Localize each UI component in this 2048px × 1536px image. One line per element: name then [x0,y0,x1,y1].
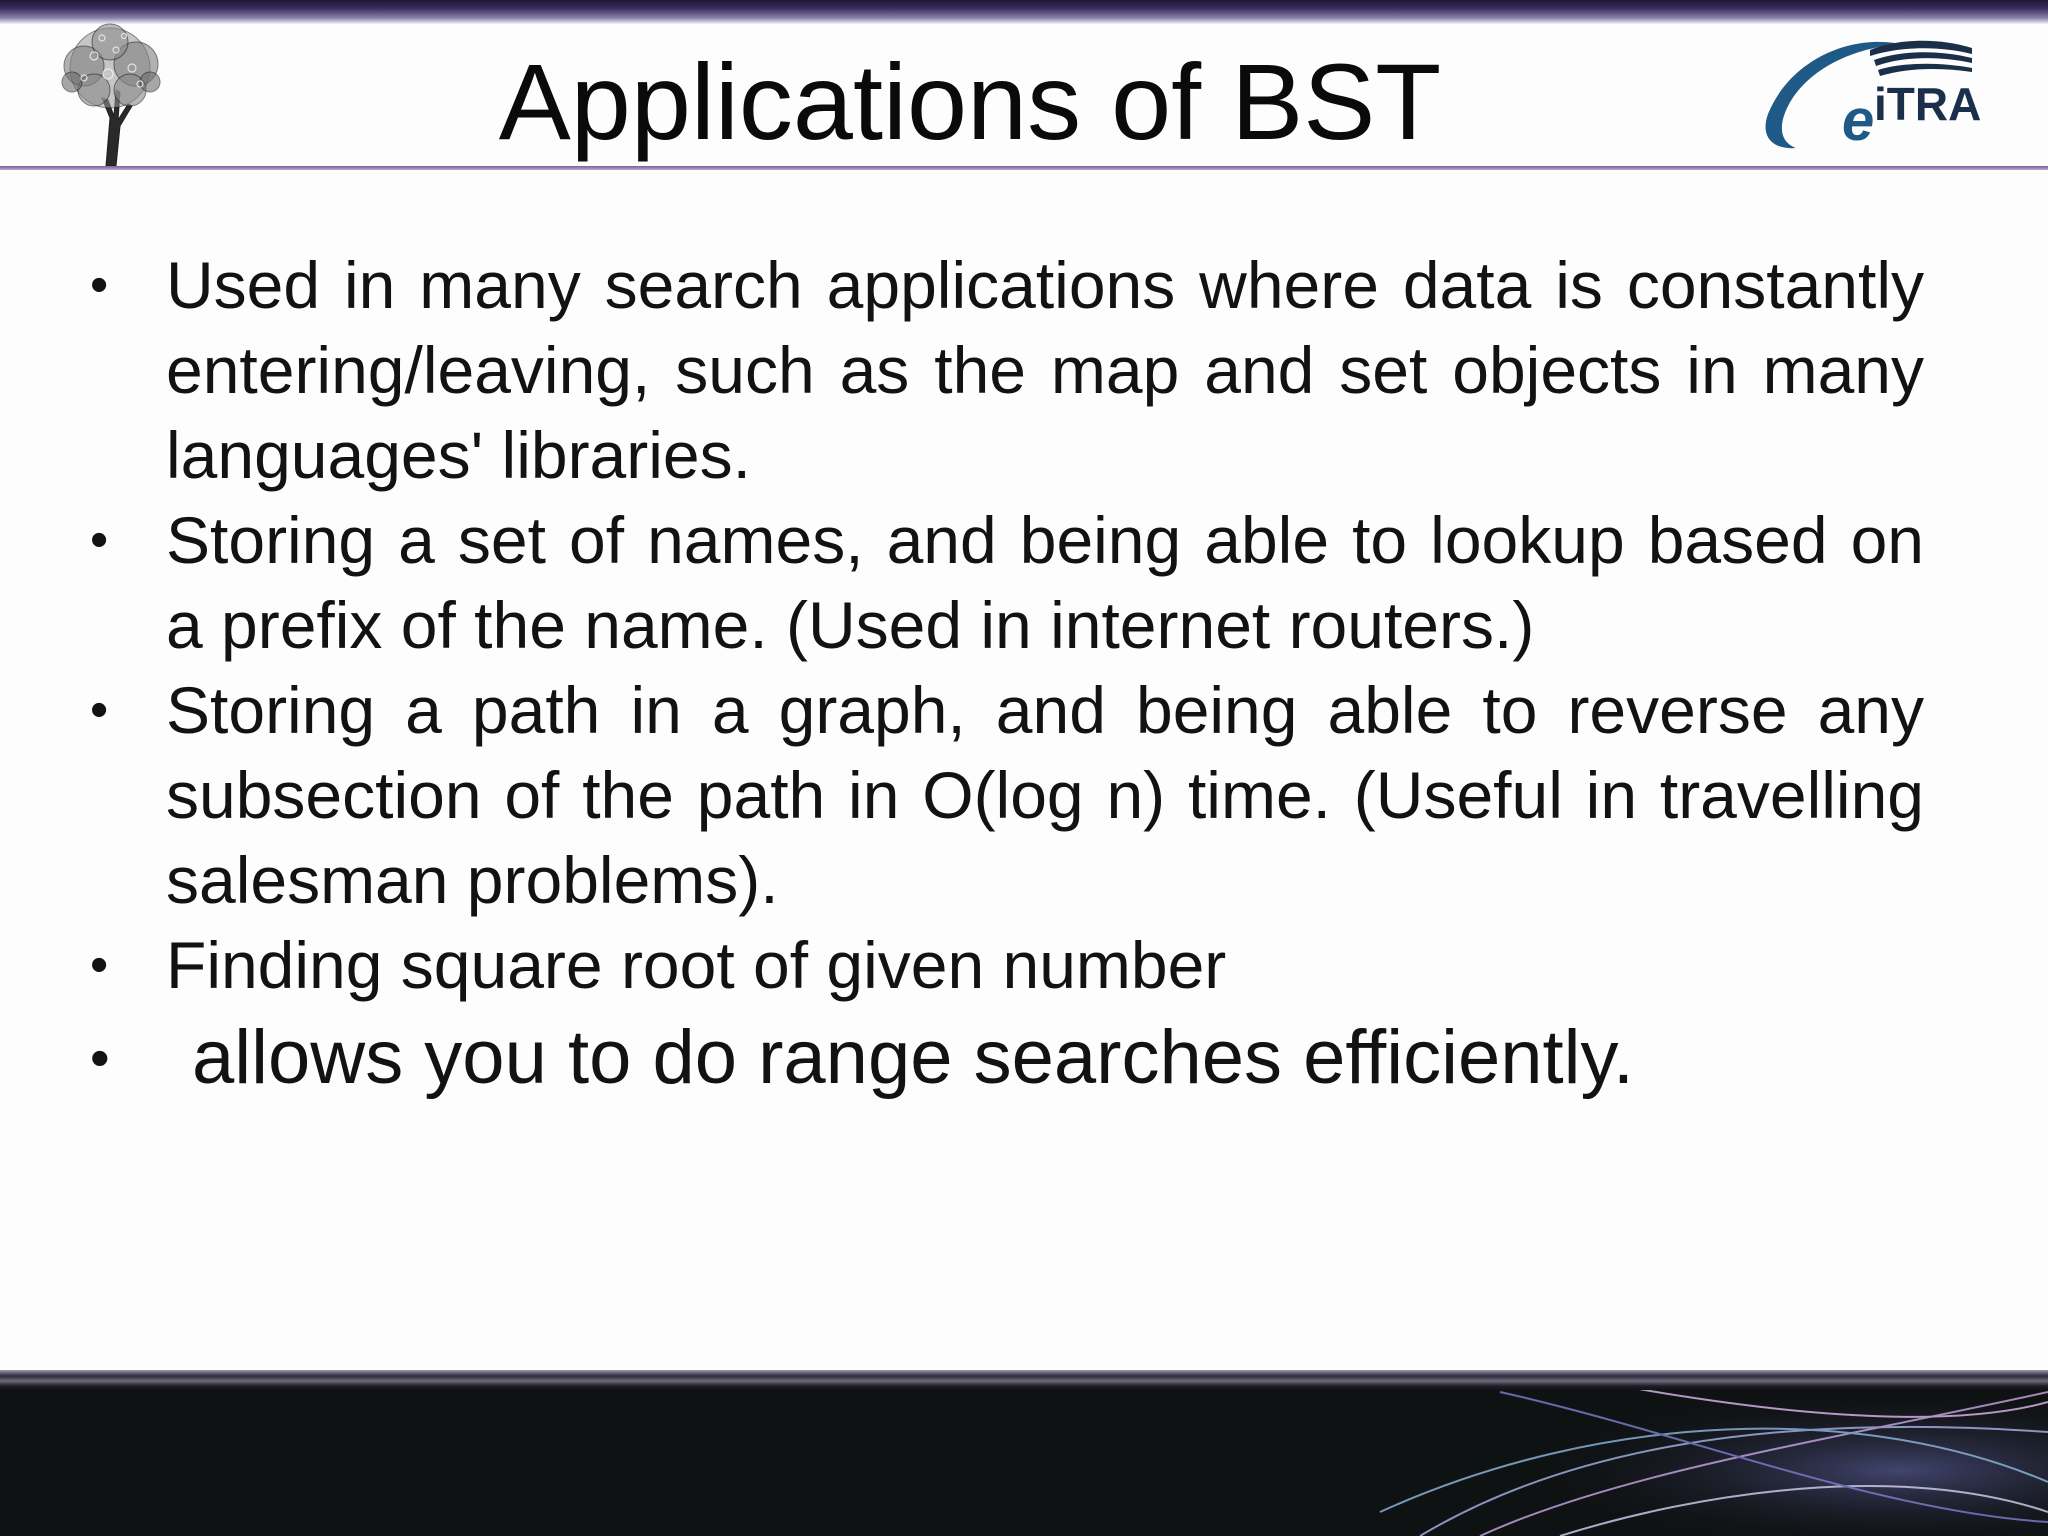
bullet-dot-icon: • [90,1026,110,1089]
footer-stripe [0,1370,2048,1390]
bullet-text: Finding square root of given number [166,928,1227,1002]
bullet-list [80,243,1924,1104]
bullet-item [80,668,1924,923]
bullet-item [80,1012,1924,1104]
top-gradient-band [0,0,2048,24]
bullet-text: Storing a path in a graph, and being able to reverse any subsection of the path in O(log n) time. (Useful in travelling salesman problems). [166,673,1924,917]
bullet-dot-icon: • [90,511,109,569]
bullet-text: Storing a set of names, and being able to lookup based on a prefix of the name. (Used in internet routers.) [166,503,1924,662]
bullet-dot-icon: • [90,936,109,994]
svg-text:iTRA: iTRA [1874,78,1982,130]
eitra-logo [1750,30,1990,158]
footer-swoosh-graphic [0,1372,2048,1536]
bullet-item [80,923,1924,1008]
bullet-text: Used in many search applications where data is constantly entering/leaving, such as the map and set objects in many languages' libraries. [166,248,1924,492]
svg-text:e: e [1842,88,1875,153]
bullet-item [80,243,1924,498]
bullet-text: allows you to do range searches efficiently. [192,1015,1634,1100]
bullet-dot-icon: • [90,256,109,314]
header-rule [0,166,2048,170]
bullet-dot-icon: • [90,681,109,739]
slide-title: Applications of BST [498,41,1442,162]
footer-band [0,1372,2048,1536]
bullet-item [80,498,1924,668]
tree-logo-icon [44,20,178,168]
